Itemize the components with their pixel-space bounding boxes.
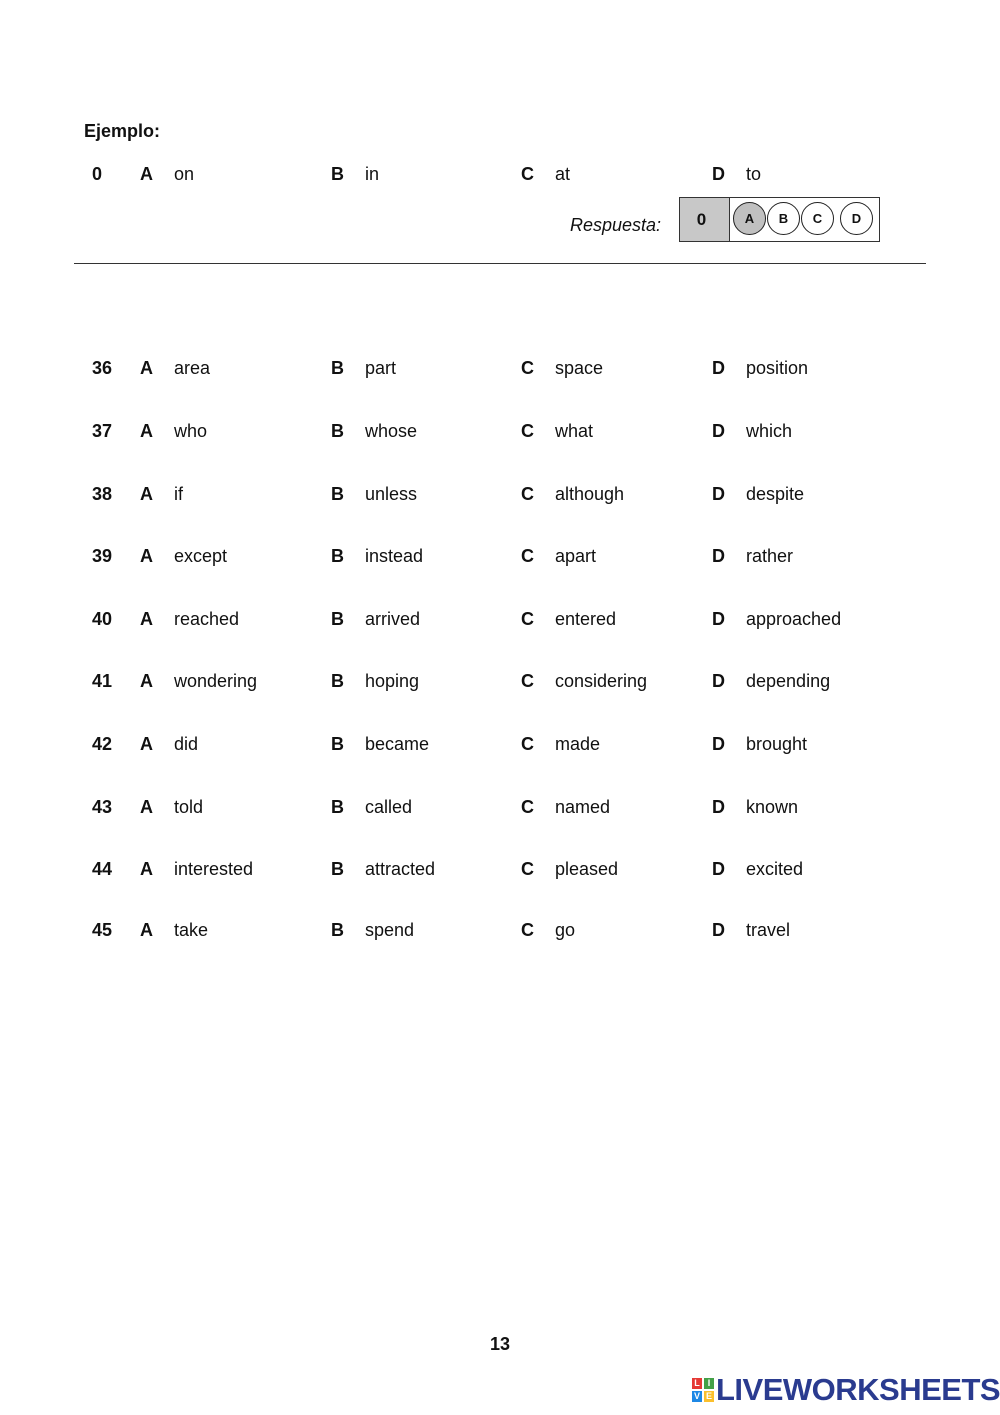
option-letter-c: C [521,421,534,441]
option-word-c[interactable]: what [555,421,594,441]
option-letter-d: D [712,859,725,879]
question-row [0,353,1000,383]
option-word-d[interactable]: position [746,358,809,378]
option-word-b[interactable]: called [365,797,413,817]
option-letter-c: C [521,484,534,504]
option-word-b[interactable]: part [365,358,397,378]
option-letter-b: B [331,609,344,629]
option-word-c[interactable]: go [555,920,576,940]
option-word-a[interactable]: take [174,920,209,940]
question-row [0,541,1000,571]
option-letter-d: D [712,546,725,566]
option-word-a[interactable]: who [174,421,208,441]
question-number: 43 [92,797,113,817]
option-letter-a: A [140,358,153,378]
option-word-d[interactable]: to [746,164,762,184]
option-word-a[interactable]: did [174,734,199,754]
option-word-b[interactable]: attracted [365,859,436,879]
option-word-a[interactable]: if [174,484,183,504]
option-letter-b: B [331,546,344,566]
option-word-a[interactable]: on [174,164,195,184]
option-letter-a: A [140,546,153,566]
question-number: 40 [92,609,113,629]
logo-text: LIVEWORKSHEETS [716,1372,1000,1407]
option-word-b[interactable]: arrived [365,609,421,629]
option-word-c[interactable]: at [555,164,571,184]
question-number: 38 [92,484,113,504]
question-number: 41 [92,671,113,691]
option-letter-d: D [712,920,725,940]
option-letter-a: A [140,484,153,504]
option-letter-d: D [712,421,725,441]
option-letter-d: D [712,358,725,378]
option-letter-c: C [521,920,534,940]
option-word-c[interactable]: made [555,734,601,754]
option-word-d[interactable]: excited [746,859,804,879]
option-word-d[interactable]: depending [746,671,831,691]
option-letter-d: D [712,164,725,184]
question-row [0,479,1000,509]
option-word-d[interactable]: known [746,797,799,817]
option-letter-a: A [140,859,153,879]
question-number: 37 [92,421,113,441]
answer-number: 0 [680,198,730,241]
option-letter-c: C [521,609,534,629]
option-letter-a: A [140,797,153,817]
option-word-c[interactable]: named [555,797,611,817]
option-letter-a: A [140,609,153,629]
option-word-a[interactable]: reached [174,609,240,629]
option-letter-a: A [140,421,153,441]
option-letter-b: B [331,358,344,378]
option-letter-b: B [331,484,344,504]
question-row [0,729,1000,759]
question-number: 44 [92,859,113,879]
liveworksheets-logo[interactable] [692,1372,1000,1408]
example-question-row [0,159,1000,189]
option-letter-c: C [521,546,534,566]
option-word-a[interactable]: except [174,546,228,566]
logo-mark-letter: E [705,1391,712,1401]
option-word-d[interactable]: approached [746,609,842,629]
question-number: 45 [92,920,113,940]
option-word-d[interactable]: rather [746,546,794,566]
option-word-a[interactable]: told [174,797,204,817]
answer-bubble-a[interactable]: A [733,202,766,235]
question-row [0,915,1000,945]
option-letter-a: A [140,164,153,184]
question-row [0,604,1000,634]
divider [74,263,926,264]
option-letter-c: C [521,671,534,691]
option-word-a[interactable]: area [174,358,211,378]
option-word-a[interactable]: wondering [174,671,258,691]
logo-mark-icon [692,1378,714,1402]
option-word-b[interactable]: became [365,734,430,754]
option-word-c[interactable]: pleased [555,859,619,879]
question-number: 36 [92,358,113,378]
answer-bubble-d[interactable]: D [840,202,873,235]
option-letter-c: C [521,358,534,378]
option-letter-b: B [331,734,344,754]
question-row [0,854,1000,884]
option-letter-d: D [712,484,725,504]
logo-mark-letter: I [704,1378,714,1389]
option-letter-c: C [521,797,534,817]
option-word-d[interactable]: brought [746,734,808,754]
question-row [0,666,1000,696]
answer-bubble-c[interactable]: C [801,202,834,235]
option-word-c[interactable]: although [555,484,625,504]
option-word-c[interactable]: considering [555,671,648,691]
question-row [0,792,1000,822]
option-letter-b: B [331,421,344,441]
option-word-d[interactable]: travel [746,920,791,940]
option-letter-d: D [712,734,725,754]
option-word-a[interactable]: interested [174,859,254,879]
question-number: 42 [92,734,113,754]
question-row [0,416,1000,446]
option-letter-b: B [331,859,344,879]
option-letter-a: A [140,920,153,940]
option-word-c[interactable]: entered [555,609,617,629]
question-number: 39 [92,546,113,566]
option-word-b[interactable]: unless [365,484,418,504]
question-number: 0 [92,164,103,184]
option-letter-d: D [712,797,725,817]
option-letter-d: D [712,671,725,691]
example-heading: Ejemplo: [84,121,161,141]
option-word-b[interactable]: instead [365,546,424,566]
page-number: 13 [489,1334,511,1354]
option-word-b[interactable]: hoping [365,671,420,691]
answer-label: Respuesta: [570,215,662,235]
option-word-d[interactable]: which [746,421,793,441]
option-letter-b: B [331,671,344,691]
option-letter-c: C [521,859,534,879]
logo-mark-letter: V [693,1391,700,1401]
option-letter-a: A [140,734,153,754]
option-letter-a: A [140,671,153,691]
answer-bubble-b[interactable]: B [767,202,800,235]
answer-box [679,197,880,242]
option-word-d[interactable]: despite [746,484,805,504]
option-letter-d: D [712,609,725,629]
option-word-c[interactable]: apart [555,546,597,566]
option-word-b[interactable]: whose [365,421,418,441]
option-letter-c: C [521,164,534,184]
option-letter-b: B [331,797,344,817]
option-letter-c: C [521,734,534,754]
option-word-b[interactable]: spend [365,920,415,940]
logo-mark-letter: L [692,1378,702,1389]
option-word-c[interactable]: space [555,358,604,378]
option-letter-b: B [331,164,344,184]
answer-bubbles [730,198,879,241]
option-word-b[interactable]: in [365,164,380,184]
option-letter-b: B [331,920,344,940]
